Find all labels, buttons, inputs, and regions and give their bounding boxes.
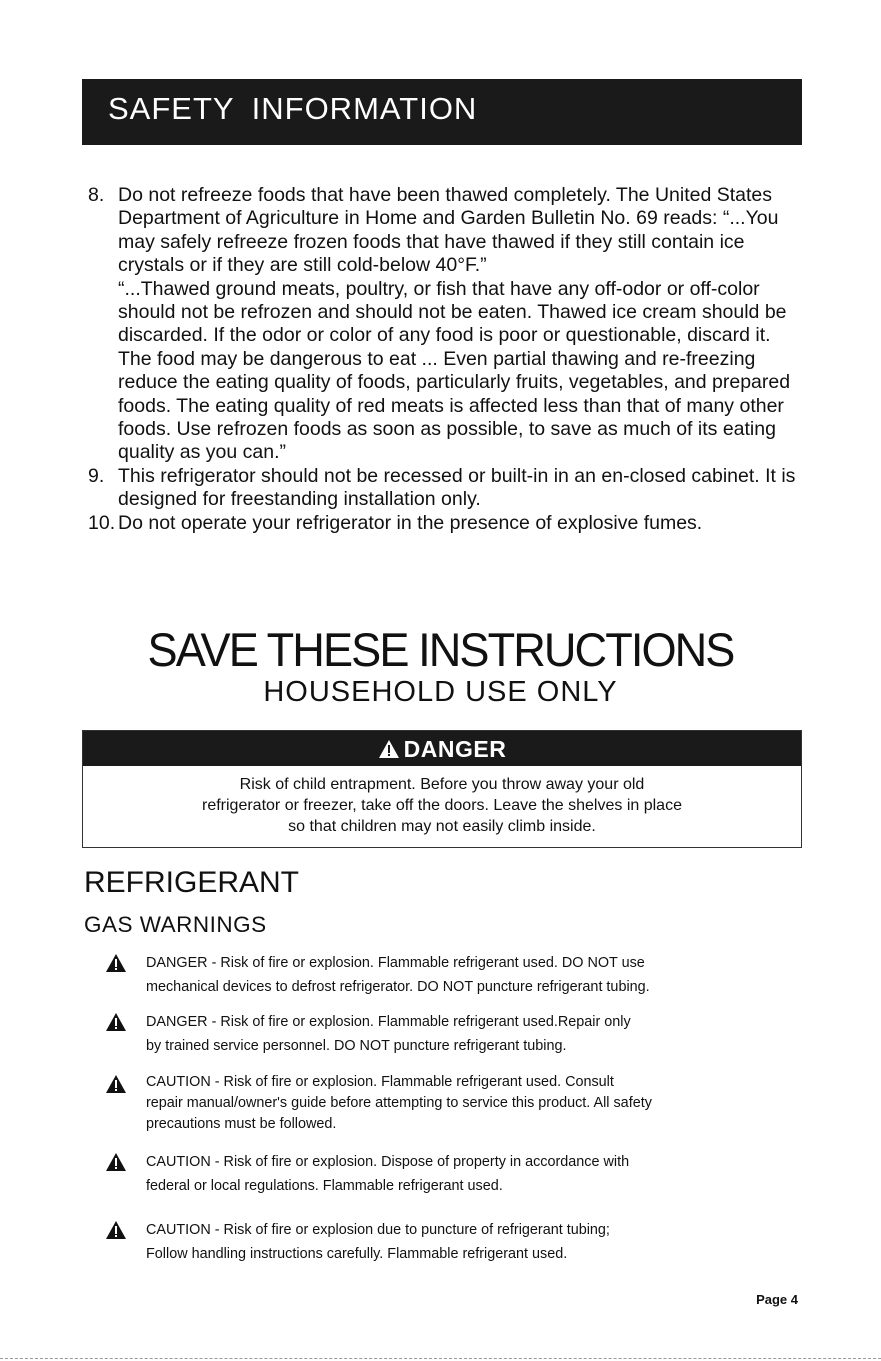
gas-warning-item [105, 1150, 805, 1198]
warning-triangle-icon [105, 953, 127, 973]
item-text: Do not refreeze foods that have been thawed completely. The United States Department of Agriculture in Home and Garden Bulletin No. 69 reads: “...You may safely refreeze frozen foods that have thawed if they still contain ice crystals or if they are still cold-below 40°F.” “...Thawed ground meats, poultry, or fish that have any off-odor or off-color should not be refrozen and should not be eaten. Thawed ice cream should be discarded. If the odor or color of any food is poor or questionable, discard it. The food may be dangerous to eat ... Even partial thawing and re-freezing reduce the eating quality of foods, particularly fruits, vegetables, and prepared foods. The eating quality of red meats is affected less than that of many other foods. Use refrozen foods as soon as possible, to save as much of its eating quality as you can.” [118, 184, 791, 464]
warning-triangle-icon [105, 1074, 127, 1094]
warning-triangle-icon [105, 1152, 127, 1172]
danger-header [83, 731, 801, 766]
warning-text: CAUTION - Risk of fire or explosion. Dispose of property in accordance with federal or local regulations. Flammable refrigerant used. [146, 1154, 630, 1194]
danger-notice-box [82, 730, 802, 848]
item-text: Do not operate your refrigerator in the presence of explosive fumes. [118, 511, 703, 534]
page-number: Page 4 [756, 1292, 798, 1307]
warning-text: CAUTION - Risk of fire or explosion. Flammable refrigerant used. Consult repair manual/owner's guide before attempting to service this product. All safety precautions must be followed. [146, 1074, 652, 1132]
gas-warning-item [105, 1072, 805, 1135]
item-number: 9. [88, 464, 105, 487]
gas-warning-item [105, 1010, 805, 1058]
gas-warnings-heading: GAS WARNINGS [84, 912, 267, 937]
warning-text: CAUTION - Risk of fire or explosion due to puncture of refrigerant tubing; Follow handling instructions carefully. Flammable refrigerant used. [146, 1222, 610, 1262]
safety-items-list [88, 184, 808, 535]
list-item [88, 184, 808, 465]
danger-body-text: Risk of child entrapment. Before you throw away your old refrigerator or freezer, take off the doors. Leave the shelves in place so that children may not easily climb inside. [202, 776, 682, 835]
section-header-bar [82, 79, 802, 145]
refrigerant-heading: REFRIGERANT [84, 866, 300, 899]
page-bottom-divider [0, 1358, 881, 1359]
gas-warning-item [105, 1218, 805, 1266]
danger-title: DANGER [403, 736, 507, 762]
item-number: 10. [88, 511, 116, 534]
warning-triangle-icon [378, 739, 400, 759]
list-item [88, 512, 808, 535]
warning-text: DANGER - Risk of fire or explosion. Flammable refrigerant used. DO NOT use mechanical devices to defrost refrigerator. DO NOT puncture refrigerant tubing. [146, 955, 650, 995]
item-number: 8. [88, 184, 105, 206]
warning-text: DANGER - Risk of fire or explosion. Flammable refrigerant used.Repair only by trained service personnel. DO NOT puncture refrigerant tubing. [146, 1014, 631, 1054]
household-use-heading: HOUSEHOLD USE ONLY [263, 676, 618, 708]
warning-triangle-icon [105, 1220, 127, 1240]
gas-warning-item [105, 951, 805, 999]
item-text: This refrigerator should not be recessed or built-in in an en-closed cabinet. It is designed for freestanding installation only. [118, 464, 796, 511]
list-item [88, 465, 808, 512]
warning-triangle-icon [105, 1012, 127, 1032]
section-title: SAFETY INFORMATION [108, 91, 478, 126]
save-instructions-heading: SAVE THESE INSTRUCTIONS [147, 623, 734, 676]
